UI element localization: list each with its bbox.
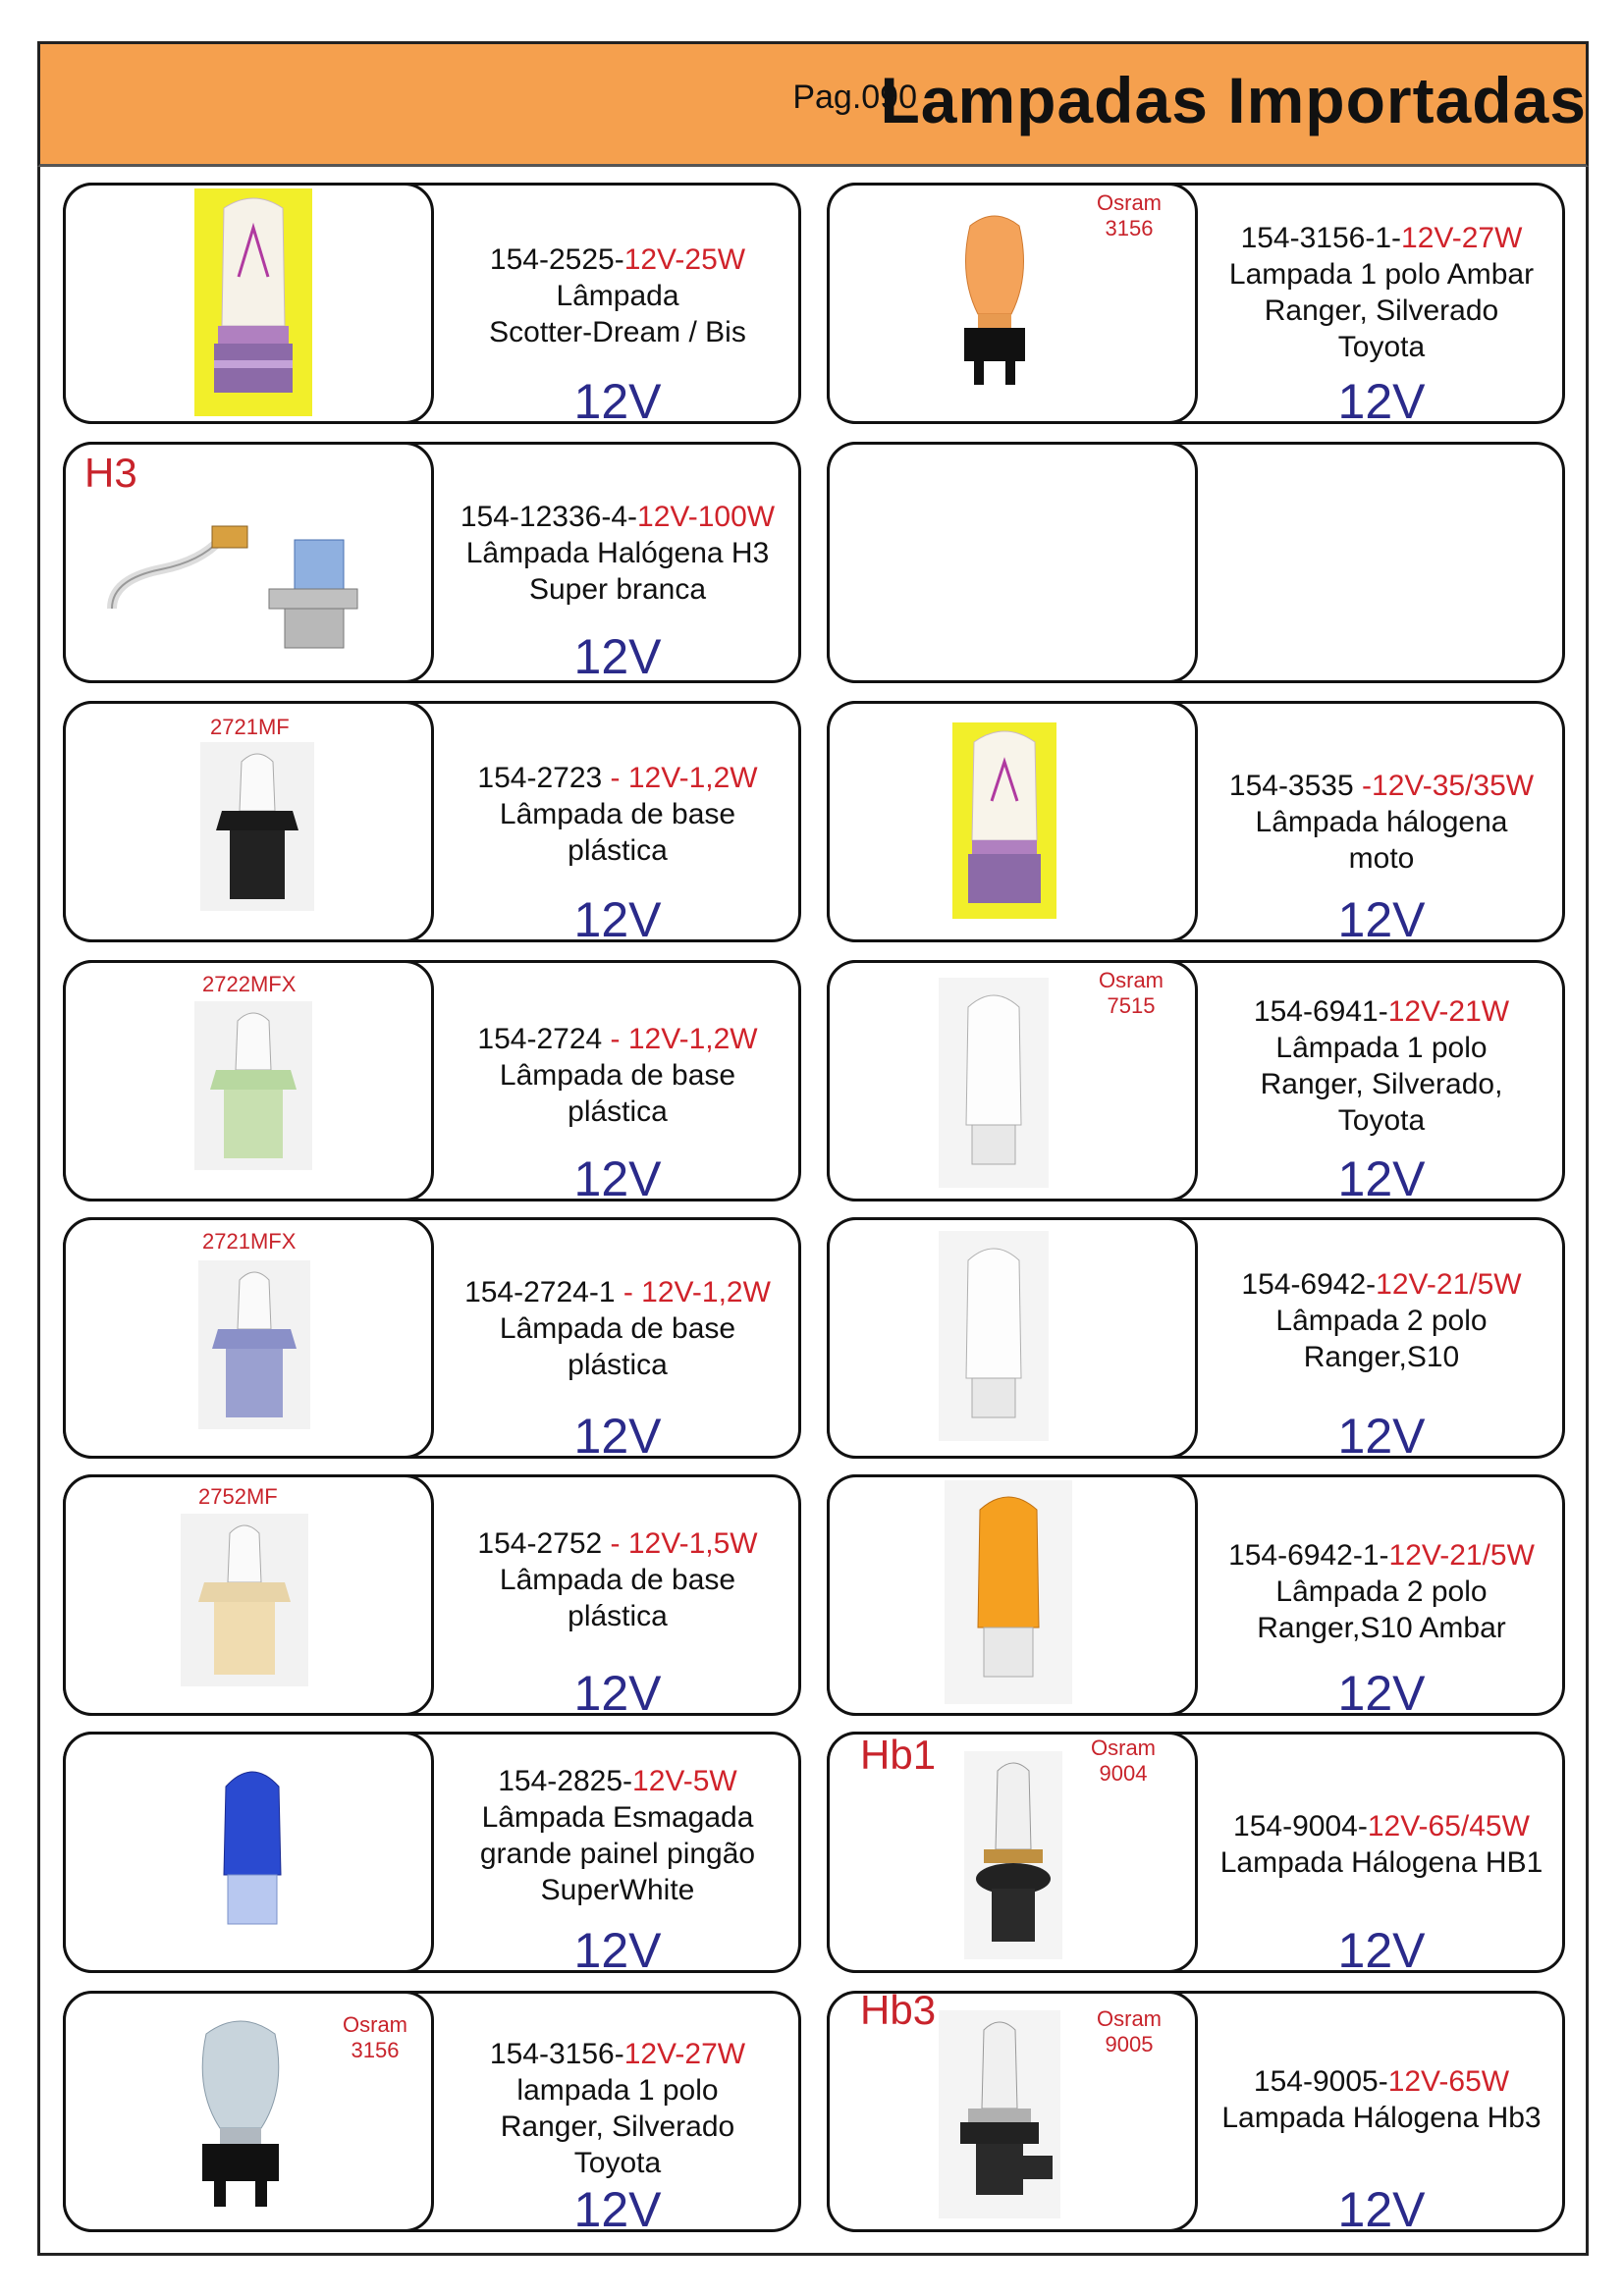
product-code: 154-3156- bbox=[489, 2038, 624, 2070]
product-line: Lâmpada de base bbox=[499, 1312, 736, 1345]
product-line: Lâmpada Halógena H3 bbox=[465, 537, 770, 569]
product-spec: - 12V-1,2W bbox=[610, 1023, 758, 1055]
voltage-label: 12V bbox=[1337, 374, 1426, 429]
osram-tag: Osram 7515 bbox=[1099, 968, 1164, 1018]
product-description bbox=[1200, 1808, 1563, 1881]
voltage-label: 12V bbox=[573, 1666, 662, 1721]
product-line: Ranger, Silverado bbox=[500, 2110, 735, 2143]
product-code: 154-3535 bbox=[1228, 770, 1363, 802]
product-line: Ranger,S10 bbox=[1303, 1341, 1460, 1373]
voltage-label: 12V bbox=[573, 1409, 662, 1464]
product-line: Lâmpada de base bbox=[499, 1059, 736, 1092]
product-line: Lâmpada de base bbox=[499, 798, 736, 830]
product-spec: 12V-21W bbox=[1387, 995, 1510, 1028]
bulb-clear-wedge-image bbox=[939, 978, 1049, 1188]
product-line: Lâmpada Esmagada bbox=[481, 1801, 754, 1834]
product-card-154-3156-1 bbox=[827, 183, 1565, 429]
product-card-empty bbox=[827, 442, 1565, 683]
product-line: grande painel pingão bbox=[479, 1838, 756, 1870]
model-tag: 2722MFX bbox=[202, 972, 297, 996]
product-card-154-2724-1 bbox=[63, 1217, 801, 1464]
product-spec: - 12V-1,5W bbox=[610, 1527, 758, 1560]
bulb-blue-plastic-base-image bbox=[198, 1260, 310, 1429]
product-card-154-6942-1 bbox=[827, 1474, 1565, 1721]
product-line: Lampada 1 polo Ambar bbox=[1228, 258, 1535, 291]
product-spec: 12V-100W bbox=[637, 501, 776, 533]
product-line: SuperWhite bbox=[540, 1874, 695, 1906]
product-line: Super branca bbox=[528, 573, 707, 606]
product-spec: 12V-65W bbox=[1387, 2065, 1510, 2098]
product-line: Toyota bbox=[573, 2147, 662, 2179]
product-card-154-6941 bbox=[827, 960, 1565, 1206]
bulb-moto-halogen-image bbox=[952, 722, 1056, 919]
osram-tag: Osram 9005 bbox=[1097, 2006, 1162, 2056]
product-description bbox=[1200, 1266, 1563, 1375]
product-card-154-2525 bbox=[63, 183, 801, 429]
product-line: Lampada Hálogena HB1 bbox=[1219, 1846, 1543, 1879]
product-spec: 12V-27W bbox=[1401, 222, 1523, 254]
product-line: Lâmpada 2 polo bbox=[1275, 1305, 1488, 1337]
bulb-green-plastic-base-image bbox=[194, 1001, 312, 1170]
product-description bbox=[436, 1763, 799, 1908]
product-line: plástica bbox=[568, 1095, 668, 1128]
product-description bbox=[1200, 220, 1563, 365]
product-description bbox=[436, 1525, 799, 1634]
product-spec: 12V-21/5W bbox=[1388, 1539, 1535, 1572]
bulb-silver-wedge-image bbox=[187, 2010, 295, 2213]
hb3-tag: Hb3 bbox=[860, 1987, 937, 2033]
product-line: Lâmpada 1 polo bbox=[1275, 1032, 1488, 1064]
product-card-154-9005 bbox=[827, 1987, 1565, 2237]
product-card-154-3535 bbox=[827, 701, 1565, 947]
product-card-154-9004 bbox=[827, 1732, 1565, 1978]
voltage-label: 12V bbox=[1337, 1923, 1426, 1978]
product-line: plástica bbox=[568, 1349, 668, 1381]
voltage-label: 12V bbox=[1337, 892, 1426, 947]
product-line: Ranger, Silverado, bbox=[1260, 1068, 1503, 1100]
product-card-154-2752 bbox=[63, 1474, 801, 1721]
product-code: 154-2723 bbox=[477, 762, 611, 794]
product-line: Toyota bbox=[1337, 331, 1426, 363]
voltage-label: 12V bbox=[1337, 1409, 1426, 1464]
product-line: Lâmpada hálogena bbox=[1255, 806, 1508, 838]
product-description bbox=[436, 760, 799, 869]
product-spec: 12V-25W bbox=[623, 243, 746, 276]
product-code: 154-2752 bbox=[477, 1527, 611, 1560]
voltage-label: 12V bbox=[573, 629, 662, 684]
product-line: Scotter-Dream / Bis bbox=[489, 316, 746, 348]
hb1-tag: Hb1 bbox=[860, 1732, 937, 1778]
product-card-154-2724 bbox=[63, 960, 801, 1206]
product-line: Lâmpada bbox=[556, 280, 679, 312]
product-line: Lâmpada de base bbox=[499, 1564, 736, 1596]
product-spec: 12V-5W bbox=[632, 1765, 737, 1797]
product-card-154-12336-4 bbox=[63, 442, 801, 683]
product-spec: -12V-35/35W bbox=[1362, 770, 1535, 802]
product-line: Lâmpada 2 polo bbox=[1275, 1575, 1488, 1608]
product-line: Lampada Hálogena Hb3 bbox=[1221, 2102, 1542, 2134]
product-card-154-3156 bbox=[63, 1991, 801, 2237]
product-card-154-2825 bbox=[63, 1732, 801, 1978]
product-description bbox=[436, 1021, 799, 1130]
product-line: moto bbox=[1348, 842, 1415, 875]
product-line: Toyota bbox=[1337, 1104, 1426, 1137]
voltage-label: 12V bbox=[573, 892, 662, 947]
product-code: 154-6942-1- bbox=[1228, 1539, 1389, 1572]
product-code: 154-9005- bbox=[1253, 2065, 1388, 2098]
product-description bbox=[436, 241, 799, 350]
page-number: Pag.090 bbox=[792, 79, 917, 116]
voltage-label: 12V bbox=[573, 1151, 662, 1206]
product-code: 154-2825- bbox=[498, 1765, 633, 1797]
product-code: 154-2724-1 bbox=[464, 1276, 623, 1308]
bulb-moto-yellow-bg-image bbox=[194, 188, 312, 416]
voltage-label: 12V bbox=[1337, 2182, 1426, 2237]
product-description bbox=[1200, 1537, 1563, 1646]
osram-tag: Osram 3156 bbox=[343, 2012, 407, 2062]
product-code: 154-2525- bbox=[489, 243, 624, 276]
product-line: Ranger,S10 Ambar bbox=[1257, 1612, 1506, 1644]
product-code: 154-12336-4- bbox=[460, 501, 638, 533]
product-spec: 12V-65/45W bbox=[1367, 1810, 1530, 1842]
product-description bbox=[1200, 2063, 1563, 2136]
model-tag: 2721MFX bbox=[202, 1229, 297, 1254]
bulb-amber-wedge-image bbox=[945, 1480, 1072, 1704]
bulb-hb1-halogen-image bbox=[964, 1751, 1062, 1959]
product-line: plástica bbox=[568, 1600, 668, 1632]
product-code: 154-9004- bbox=[1233, 1810, 1368, 1842]
bulb-h3-halogen-image bbox=[102, 501, 397, 667]
model-tag: 2752MF bbox=[198, 1484, 278, 1509]
product-description bbox=[436, 1274, 799, 1383]
bulb-black-plastic-base-image bbox=[200, 742, 314, 911]
product-code: 154-2724 bbox=[477, 1023, 611, 1055]
product-line: Ranger, Silverado bbox=[1264, 294, 1499, 327]
bulb-amber-wedge-image bbox=[950, 206, 1039, 393]
product-spec: 12V-27W bbox=[623, 2038, 746, 2070]
product-line: lampada 1 polo bbox=[516, 2074, 719, 2107]
product-spec: 12V-21/5W bbox=[1376, 1268, 1522, 1301]
model-tag: 2721MF bbox=[210, 715, 290, 739]
h3-tag: H3 bbox=[84, 450, 137, 496]
product-description bbox=[436, 499, 799, 608]
voltage-label: 12V bbox=[573, 1923, 662, 1978]
voltage-label: 12V bbox=[1337, 1666, 1426, 1721]
product-line: plástica bbox=[568, 834, 668, 867]
product-description bbox=[1200, 768, 1563, 877]
product-card-154-6942 bbox=[827, 1217, 1565, 1464]
product-description bbox=[1200, 993, 1563, 1139]
voltage-label: 12V bbox=[573, 374, 662, 429]
product-spec: - 12V-1,2W bbox=[623, 1276, 771, 1308]
product-description bbox=[436, 2036, 799, 2181]
bulb-hb3-halogen-image bbox=[939, 2010, 1060, 2218]
product-code: 154-6941- bbox=[1253, 995, 1388, 1028]
product-code: 154-6942- bbox=[1241, 1268, 1377, 1301]
product-card-154-2723 bbox=[63, 701, 801, 947]
voltage-label: 12V bbox=[573, 2182, 662, 2237]
voltage-label: 12V bbox=[1337, 1151, 1426, 1206]
bulb-blue-wedge-image bbox=[208, 1757, 297, 1944]
product-code: 154-3156-1- bbox=[1240, 222, 1402, 254]
product-spec: - 12V-1,2W bbox=[610, 762, 758, 794]
osram-tag: Osram 9004 bbox=[1091, 1735, 1156, 1786]
osram-tag: Osram 3156 bbox=[1097, 190, 1162, 240]
bulb-clear-wedge-image bbox=[939, 1231, 1049, 1441]
bulb-beige-plastic-base-image bbox=[181, 1514, 308, 1686]
page-title: Lampadas Importadas bbox=[880, 64, 1587, 136]
